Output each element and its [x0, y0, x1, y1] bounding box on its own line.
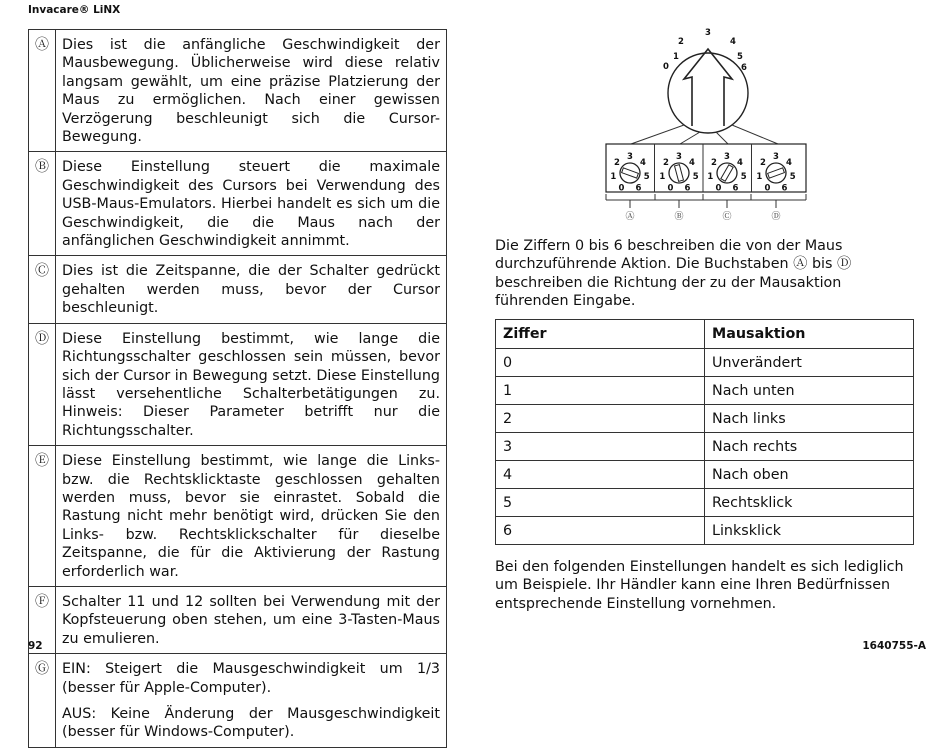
document-code: 1640755-A [862, 640, 926, 652]
dial-number: 4 [730, 37, 736, 47]
settings-row [29, 446, 447, 587]
switch-digit: 0 [618, 183, 625, 194]
page-number: 92 [28, 640, 43, 652]
switch-digit: 1 [659, 172, 666, 182]
setting-description [56, 256, 447, 323]
table-row [496, 377, 914, 405]
intro-paragraph: Die Ziffern 0 bis 6 beschreiben die von der Maus durchzuführende Aktion. Die Buchstaben Ⓐ bis Ⓓ beschreiben die Richtung der zu der Mausaktion führenden Eingabe. [495, 238, 852, 310]
digit-cell: 1 [496, 377, 705, 405]
dial-number: 2 [678, 37, 684, 47]
action-cell: Linksklick [705, 517, 914, 545]
switch-label: Ⓑ [674, 212, 684, 222]
action-cell: Nach links [705, 405, 914, 433]
setting-description [56, 152, 447, 256]
setting-letter: Ⓐ [29, 30, 56, 152]
switch-digit: 6 [635, 183, 642, 194]
settings-row [29, 654, 447, 748]
setting-description-text: Diese Einstellung bestimmt, wie lange die Richtungsschalter geschlossen sein müssen, bevor sich der Cursor in Bewegung setzt. Diese Einstellung lässt versehentliche Schalterbetätigungen zu. Hinweis: Dieser Parameter betrifft nur die Richtungsschalter. [62, 330, 440, 439]
setting-letter: Ⓑ [29, 152, 56, 256]
column-header-digit: Ziffer [496, 320, 705, 349]
switch-digit: 0 [667, 183, 674, 194]
settings-row [29, 152, 447, 256]
digit-cell: 3 [496, 433, 705, 461]
switch-digit: 6 [732, 183, 739, 194]
dial-number: 3 [705, 28, 711, 38]
setting-description-text: EIN: Steigert die Mausgeschwindigkeit um 1/3 (besser für Apple-Computer). [62, 661, 440, 696]
table-row [496, 433, 914, 461]
switch-digit: 2 [663, 158, 669, 169]
digit-cell: 0 [496, 349, 705, 377]
digit-cell: 4 [496, 461, 705, 489]
action-cell: Nach oben [705, 461, 914, 489]
setting-description-text: Dies ist die Zeitspanne, die der Schalter gedrückt gehalten werden muss, bevor der Cursor beschleunigt. [62, 263, 440, 317]
setting-description-text: Diese Einstellung bestimmt, wie lange die Links- bzw. die Rechtsklicktaste geschlossen gehalten werden muss, bevor sie einrastet. Sobald die Rastung nicht mehr benötigt wird, drücken Sie den Links- bzw. Rechtsklickschalter für dieselbe Zeitspanne, die für die Aktivierung der Rastung erforderlich war. [62, 453, 440, 580]
setting-description-text: Schalter 11 und 12 sollten bei Verwendung mit der Kopfsteuerung oben stehen, um eine 3-Tasten-Maus zu emulieren. [62, 593, 440, 647]
switch-digit: 4 [737, 158, 743, 169]
switch-label: Ⓐ [625, 212, 635, 222]
switch-digit: 1 [707, 172, 714, 182]
switch-digit: 3 [773, 152, 779, 162]
action-cell: Nach rechts [705, 433, 914, 461]
digit-cell: 2 [496, 405, 705, 433]
dial-number: 6 [741, 63, 747, 73]
switch-digit: 6 [684, 183, 691, 194]
setting-description [56, 654, 447, 748]
switch-digit: 2 [614, 158, 620, 169]
switch-digit: 2 [711, 158, 717, 169]
setting-letter: Ⓖ [29, 654, 56, 748]
settings-table [28, 29, 447, 748]
setting-description-text: Dies ist die anfängliche Geschwindigkeit der Mausbewegung. Üblicherweise wird diese relativ langsam gewählt, um eine präzise Platzierung der Maus zu ermöglichen. Nach einer gewissen Verzögerung beschleunigt sich die Cursor-Bewegung. [62, 37, 440, 146]
switch-digit: 5 [789, 172, 796, 182]
setting-description-text: Diese Einstellung steuert die maximale Geschwindigkeit des Cursors bei Verwendung des USB-Maus-Emulators. Hierbei handelt es sich um die Geschwindigkeit, die die Maus nach der anfänglichen Geschwindigkeit annimmt. [62, 159, 440, 250]
digit-cell: 5 [496, 489, 705, 517]
digit-mapping-table [495, 319, 914, 545]
setting-description [56, 586, 447, 653]
switch-digit: 6 [781, 183, 788, 194]
setting-description [56, 446, 447, 587]
action-cell: Rechtsklick [705, 489, 914, 517]
setting-description [56, 30, 447, 152]
table-row [496, 517, 914, 545]
setting-description [56, 323, 447, 445]
switch-digit: 5 [692, 172, 699, 182]
switch-digit: 5 [740, 172, 747, 182]
digit-cell: 6 [496, 517, 705, 545]
switch-digit: 0 [715, 183, 722, 194]
table-row [496, 461, 914, 489]
column-header-action: Mausaktion [705, 320, 914, 349]
dial-number: 0 [663, 62, 669, 72]
switch-digit: 1 [756, 172, 763, 182]
settings-row [29, 30, 447, 152]
switch-label: Ⓓ [771, 212, 781, 222]
setting-letter: Ⓓ [29, 323, 56, 445]
setting-letter: Ⓕ [29, 586, 56, 653]
switch-digit: 3 [676, 152, 682, 162]
setting-letter: Ⓒ [29, 256, 56, 323]
switch-label: Ⓒ [722, 212, 732, 222]
settings-row [29, 256, 447, 323]
switch-digit: 0 [764, 183, 771, 194]
switch-digit: 5 [643, 172, 650, 182]
table-row [496, 489, 914, 517]
switch-digit: 4 [640, 158, 646, 169]
settings-row [29, 323, 447, 445]
closing-paragraph: Bei den folgenden Einstellungen handelt es sich lediglich um Beispiele. Ihr Händler kann eine Ihren Bedürfnissen entsprechende Einstellung vornehmen. [495, 559, 904, 612]
table-row [496, 349, 914, 377]
header-brand: Invacare® LiNX [28, 4, 121, 16]
action-cell: Nach unten [705, 377, 914, 405]
switch-diagram [596, 22, 816, 227]
table-row [496, 405, 914, 433]
setting-letter: Ⓔ [29, 446, 56, 587]
switch-digit: 1 [610, 172, 617, 182]
switch-digit: 3 [724, 152, 730, 162]
switch-digit: 3 [627, 152, 633, 162]
switch-digit: 4 [786, 158, 792, 169]
switch-digit: 4 [689, 158, 695, 169]
dial-number: 1 [673, 52, 679, 62]
settings-row [29, 586, 447, 653]
switch-digit: 2 [760, 158, 766, 169]
direction-dial [668, 53, 748, 133]
dial-number: 5 [737, 52, 743, 62]
setting-description-text: AUS: Keine Änderung der Mausgeschwindigkeit (besser für Windows-Computer). [62, 706, 440, 741]
action-cell: Unverändert [705, 349, 914, 377]
